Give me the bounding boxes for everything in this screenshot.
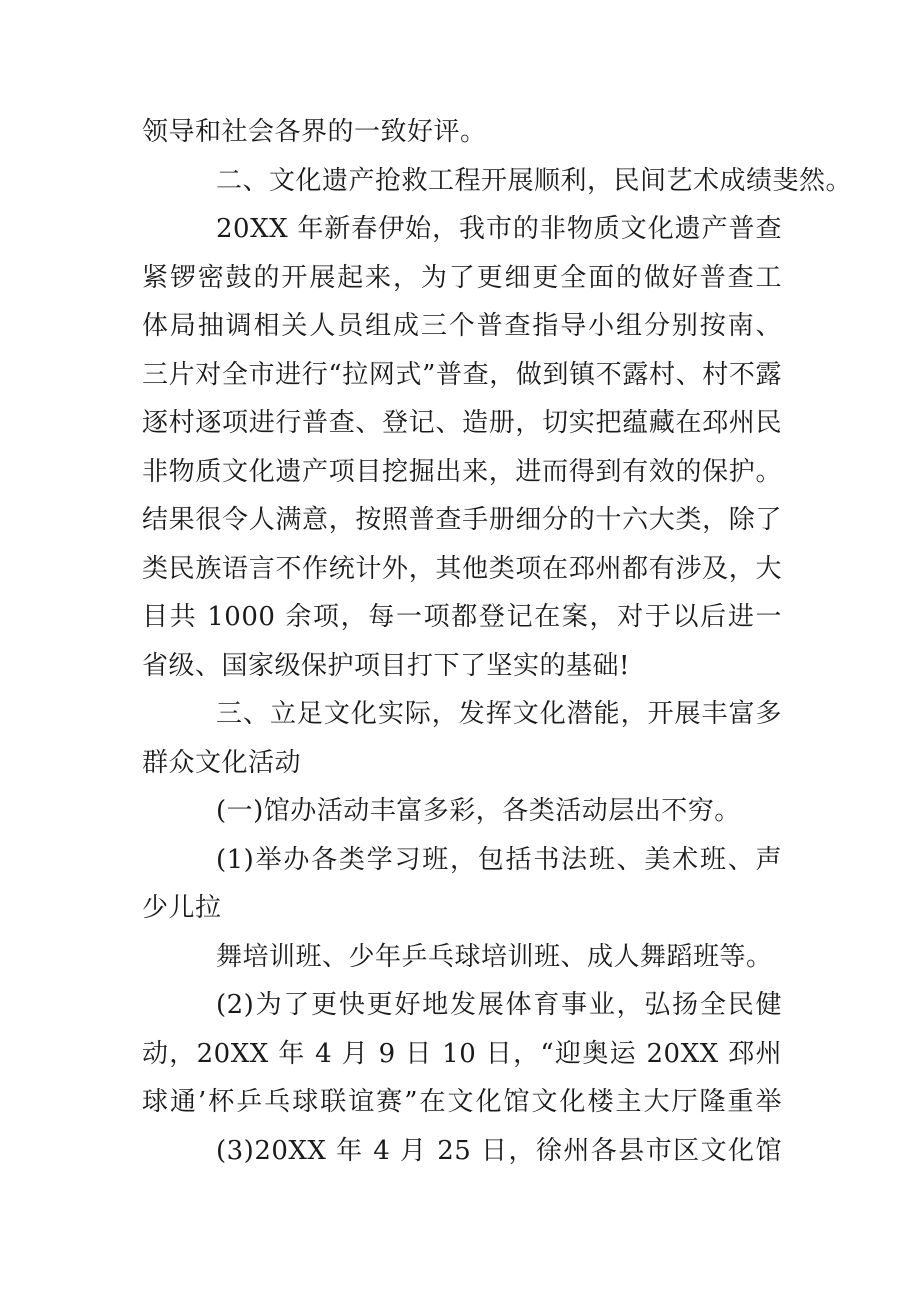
text-line: 目共 1000 余项，每一项都登记在案，对于以后进一 xyxy=(142,602,782,632)
text-line: 三、立足文化实际，发挥文化潜能，开展丰富多 xyxy=(216,699,782,729)
text-line: (一)馆办活动丰富多彩，各类活动层出不穷。 xyxy=(216,796,741,826)
text-line: (2)为了更快更好地发展体育事业，弘扬全民健 xyxy=(216,990,782,1020)
text-line: 20XX 年新春伊始，我市的非物质文化遗产普查 xyxy=(216,214,782,244)
text-line: 类民族语言不作统计外，其他类项在邳州都有涉及，大 xyxy=(142,553,782,584)
text-line: 体局抽调相关人员组成三个普查指导小组分别按南、 xyxy=(142,311,782,341)
text-line: 领导和社会各界的一致好评。 xyxy=(142,117,487,147)
text-line: 动，20XX 年 4 月 9 日 10 日，“迎奥运 20XX 邳州 xyxy=(142,1038,782,1069)
text-line: (1)举办各类学习班，包括书法班、美术班、声 xyxy=(216,844,782,875)
text-line: 紧锣密鼓的开展起来，为了更细更全面的做好普查工 xyxy=(142,262,782,293)
text-line: 三片对全市进行“拉网式”普查，做到镇不露村、村不露 xyxy=(142,359,782,390)
text-line: 非物质文化遗产项目挖掘出来，进而得到有效的保护。 xyxy=(142,456,782,487)
text-line: 舞培训班、少年乒乓球培训班、成人舞蹈班等。 xyxy=(216,941,773,972)
text-line: (3)20XX 年 4 月 25 日，徐州各县市区文化馆 xyxy=(216,1135,782,1166)
text-line: 球通’杯乒乓球联谊赛”在文化馆文化楼主大厅隆重举 xyxy=(142,1087,782,1117)
text-line: 结果很令人满意，按照普查手册细分的十六大类，除了 xyxy=(142,505,782,535)
text-line: 二、文化遗产抢救工程开展顺利，民间艺术成绩斐然。 xyxy=(216,165,853,196)
text-line: 逐村逐项进行普查、登记、造册，切实把蕴藏在邳州民 xyxy=(142,408,782,438)
document-body xyxy=(142,108,853,1175)
text-line: 少儿拉 xyxy=(142,893,222,923)
text-line: 群众文化活动 xyxy=(142,747,302,778)
text-line: 省级、国家级保护项目打下了坚实的基础! xyxy=(142,650,630,681)
